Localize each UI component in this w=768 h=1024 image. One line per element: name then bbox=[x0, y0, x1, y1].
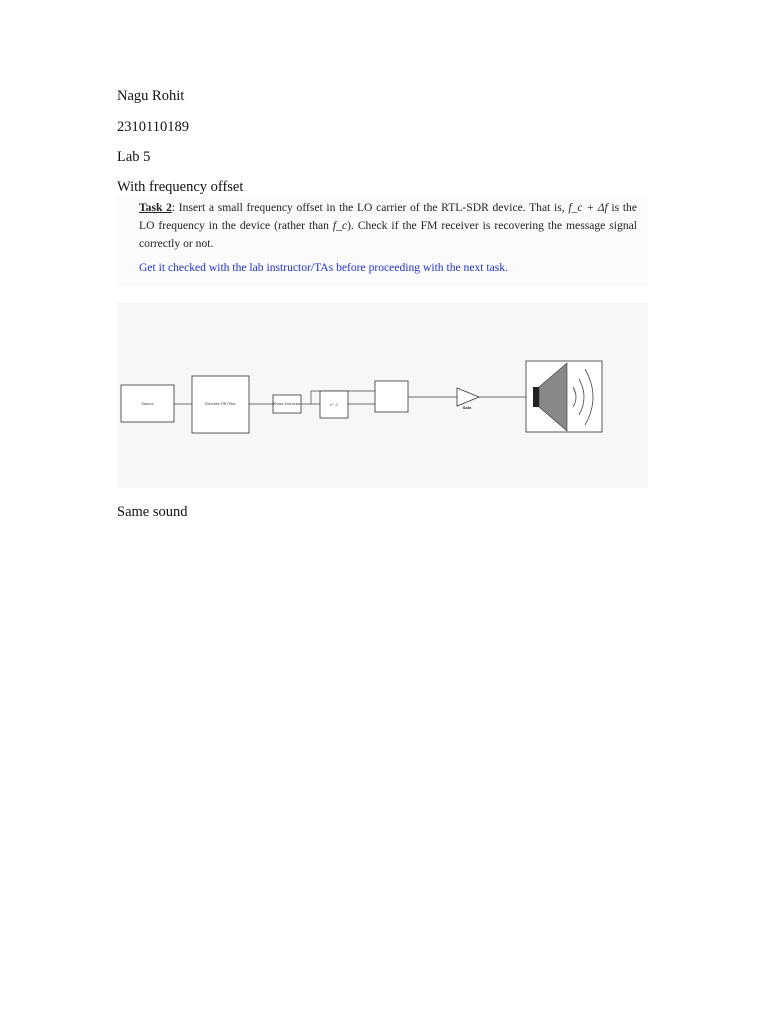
filter-block bbox=[192, 376, 249, 433]
source-block bbox=[121, 385, 174, 422]
gain-block-label: Gain bbox=[462, 406, 472, 410]
simulink-diagram bbox=[117, 303, 648, 488]
task-sentence-3: ). Check if the FM receiver is recovering the message signal correctly or not. bbox=[139, 219, 637, 250]
phase-block-label: Phase Extractor bbox=[273, 402, 301, 406]
task-label: Task 2 bbox=[139, 201, 172, 214]
source-block-label: Source bbox=[141, 402, 154, 406]
observation-note: Same sound bbox=[117, 504, 188, 520]
delay-block bbox=[320, 391, 348, 418]
task-sentence-1: : Insert a small frequency offset in the LO carrier of the RTL-SDR device. That is, bbox=[171, 201, 569, 214]
gain-block bbox=[457, 388, 479, 410]
lab-title: Lab 5 bbox=[117, 149, 151, 165]
task-instruction: Get it checked with the lab instructor/TAs before proceeding with the next task. bbox=[139, 261, 508, 274]
diagram-svg bbox=[117, 303, 648, 488]
task-screenshot bbox=[117, 197, 648, 287]
task-math-2: f_c bbox=[332, 219, 348, 232]
speaker-magnet-icon bbox=[533, 387, 539, 407]
roll-number: 2310110189 bbox=[117, 119, 189, 135]
filter-block-label: Discrete FIR Filter bbox=[205, 402, 236, 406]
author-name: Nagu Rohit bbox=[117, 88, 185, 104]
speaker-block bbox=[526, 361, 602, 432]
task-math-1: f_c + Δf bbox=[568, 201, 608, 214]
phase-block bbox=[273, 395, 301, 413]
delay-block-label: z^-1 bbox=[329, 403, 339, 407]
section-heading: With frequency offset bbox=[117, 179, 244, 195]
task-description bbox=[139, 199, 637, 253]
task-sentence-2: is the LO frequency in the device (rather than bbox=[139, 201, 637, 232]
subtract-block bbox=[375, 381, 408, 412]
